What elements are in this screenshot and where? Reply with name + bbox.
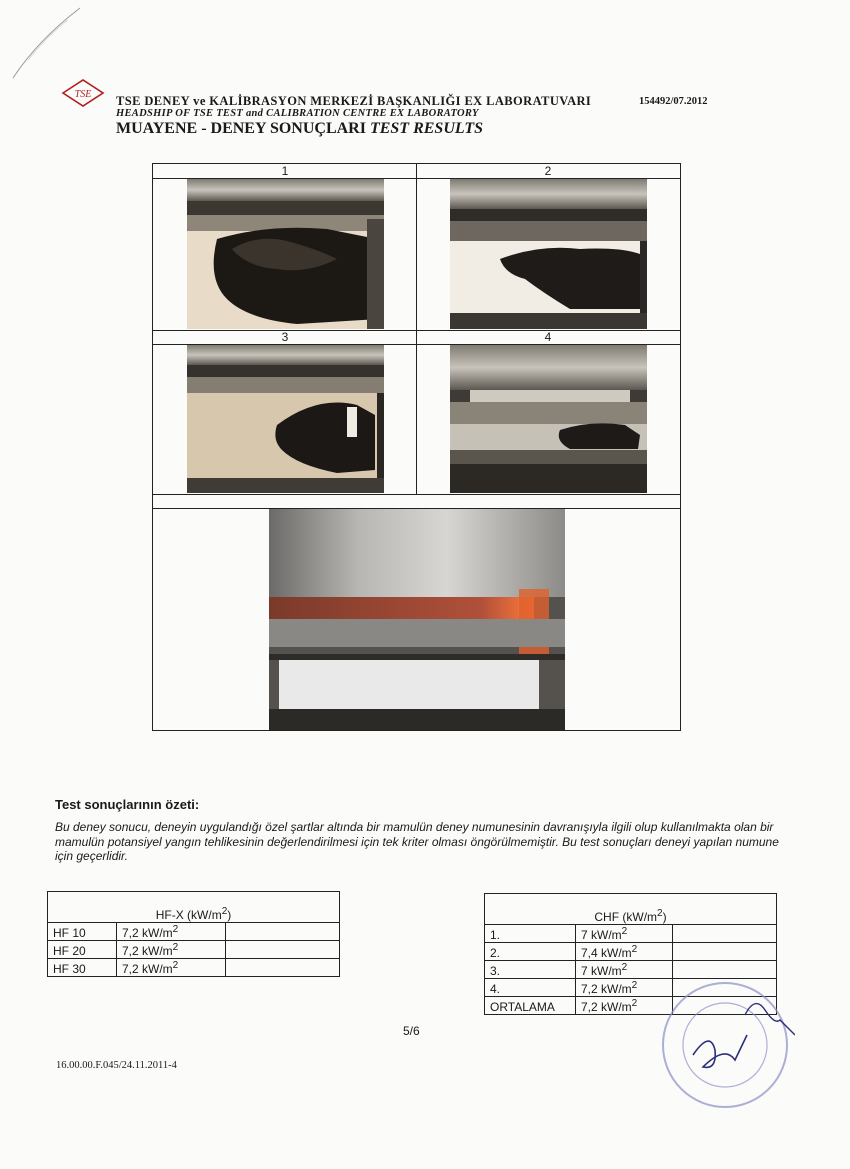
- summary-text: Bu deney sonucu, deneyin uygulandığı özel şartlar altında bir mamulün deney numunesinin davranışıyla ilgili olup kullanılmakta olan bir mamulün potansiyel yangın tehlikesinin değerlendirilmesi için tek kriter olması öngörülmemiştir. Bu test sonuçları deneyi yapılan numune için geçerlidir.: [55, 820, 779, 863]
- chf-row-empty: [673, 943, 777, 961]
- chf-value-text: 7,4 kW/m: [581, 946, 632, 960]
- chf-value-text: 7,2 kW/m: [581, 1000, 632, 1014]
- hf-value-text: 7,2 kW/m: [122, 926, 173, 940]
- chf-row-label: 4.: [485, 979, 576, 997]
- photo-4-burnt-sample: [450, 345, 647, 493]
- table-row: [485, 943, 777, 961]
- footer-code: 16.00.00.F.045/24.11.2011-4: [56, 1060, 177, 1071]
- chf-value-sup: 2: [631, 998, 638, 1009]
- document-number: 154492/07.2012: [639, 96, 708, 107]
- chf-row-value: [576, 943, 673, 961]
- photo-5-test-apparatus: [269, 509, 565, 730]
- lab-name: TSE DENEY ve KALİBRASYON MERKEZİ BAŞKANLIĞI EX LABORATUVARI: [116, 94, 592, 108]
- chf-row-label: 2.: [485, 943, 576, 961]
- chf-title-end: ): [662, 910, 667, 924]
- table-row: [485, 925, 777, 943]
- chf-value-sup: 2: [621, 962, 628, 973]
- hf-value-sup: 2: [172, 942, 179, 953]
- photo-grid: [152, 163, 681, 731]
- table-row: [48, 923, 340, 941]
- chf-row-label: ORTALAMA: [485, 997, 576, 1015]
- official-stamp-icon: [655, 975, 795, 1115]
- chf-value-sup: 2: [631, 980, 638, 991]
- hf-value-sup: 2: [172, 924, 179, 935]
- hf-row-value: [117, 941, 226, 959]
- chf-row-value: [576, 925, 673, 943]
- tse-logo-icon: [60, 78, 106, 108]
- hf-row-label: HF 20: [48, 941, 117, 959]
- hf-value-text: 7,2 kW/m: [122, 944, 173, 958]
- hf-title-sup: 2: [221, 906, 228, 917]
- summary-title: Test sonuçlarının özeti:: [55, 797, 200, 812]
- chf-value-sup: 2: [621, 926, 628, 937]
- page-title: [116, 120, 483, 138]
- chf-row-label: 3.: [485, 961, 576, 979]
- chf-title: CHF (kW/m: [594, 910, 658, 924]
- hf-title: HF-X (kW/m: [155, 908, 222, 922]
- hf-row-empty: [226, 923, 340, 941]
- hf-row-empty: [226, 959, 340, 977]
- hf-value-sup: 2: [172, 960, 179, 971]
- page-number: 5/6: [403, 1024, 420, 1038]
- chf-table-header: [485, 894, 777, 925]
- chf-row-empty: [673, 925, 777, 943]
- photo-2-burnt-sample: [450, 179, 647, 329]
- table-row: [48, 959, 340, 977]
- logo-text: TSE: [74, 89, 92, 100]
- photo-3-burnt-sample: [187, 345, 384, 493]
- chf-row-label: 1.: [485, 925, 576, 943]
- hf-table: [47, 891, 340, 977]
- hf-row-empty: [226, 941, 340, 959]
- table-row: [48, 941, 340, 959]
- photo-label-4: 4: [544, 330, 552, 344]
- photo-1-burnt-sample: [187, 179, 384, 329]
- photo-label-2: 2: [544, 164, 552, 178]
- chf-title-sup: 2: [657, 908, 663, 919]
- hf-row-label: HF 30: [48, 959, 117, 977]
- hf-title-end: ): [227, 908, 232, 922]
- hf-row-value: [117, 923, 226, 941]
- chf-value-text: 7 kW/m: [581, 928, 622, 942]
- chf-value-sup: 2: [631, 944, 638, 955]
- hf-row-value: [117, 959, 226, 977]
- photo-label-3: 3: [281, 330, 289, 344]
- hf-row-label: HF 10: [48, 923, 117, 941]
- photo-label-1: 1: [281, 164, 289, 178]
- hf-table-header: [48, 892, 340, 923]
- chf-value-text: 7,2 kW/m: [581, 982, 632, 996]
- scan-scratch-mark: [8, 0, 88, 80]
- chf-value-text: 7 kW/m: [581, 964, 622, 978]
- lab-name-en: HEADSHIP OF TSE TEST and CALIBRATION CENTRE EX LABORATORY: [116, 108, 479, 119]
- title-tr: MUAYENE - DENEY SONUÇLARI: [116, 120, 366, 137]
- title-en: TEST RESULTS: [369, 120, 484, 137]
- hf-value-text: 7,2 kW/m: [122, 962, 173, 976]
